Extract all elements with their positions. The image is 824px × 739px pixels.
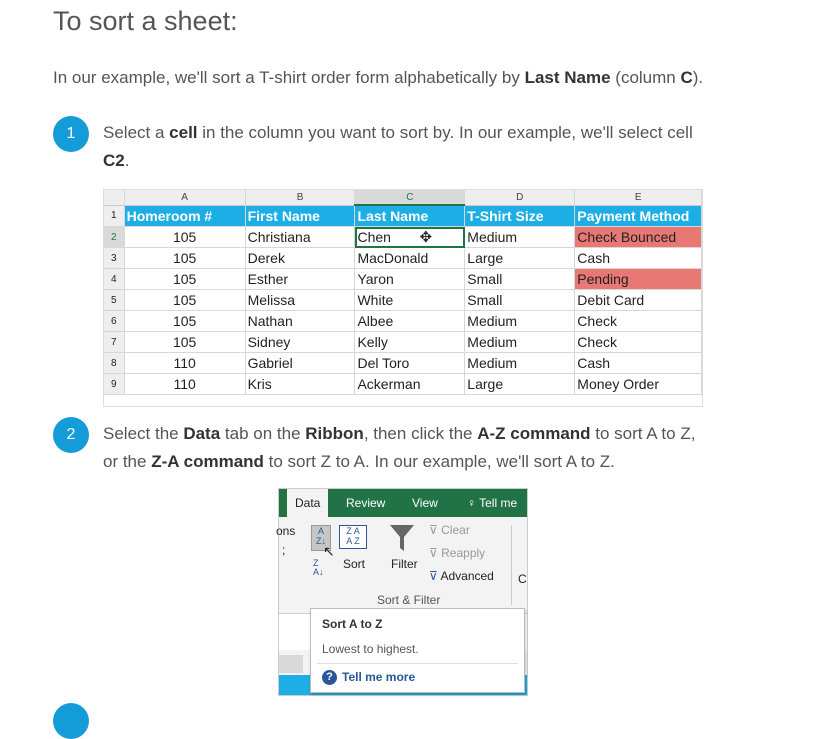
- table-row: [104, 290, 702, 311]
- cell[interactable]: 105: [124, 332, 245, 353]
- advanced-button[interactable]: [429, 569, 494, 583]
- step-bold: cell: [169, 123, 198, 142]
- cell[interactable]: Large: [465, 374, 575, 395]
- header-cell[interactable]: Homeroom #: [124, 205, 245, 227]
- header-cell[interactable]: T-Shirt Size: [465, 205, 575, 227]
- clear-label: Clear: [441, 523, 470, 537]
- step-bold: Ribbon: [305, 424, 364, 443]
- cell[interactable]: Sidney: [245, 332, 355, 353]
- row-number[interactable]: 8: [104, 353, 124, 374]
- sort-dialog-icon: Z A A Z: [339, 525, 367, 549]
- step-text-part: in the column you want to sort by. In our example, we'll select cell: [197, 123, 693, 142]
- tooltip-title: Sort A to Z: [322, 617, 383, 631]
- reapply-label: Reapply: [441, 546, 486, 560]
- intro-text: In our example, we'll sort a T-shirt order form alphabetically by: [53, 68, 525, 87]
- cell[interactable]: Albee: [355, 311, 465, 332]
- page-title: To sort a sheet:: [53, 6, 238, 36]
- step-number-1: 1: [53, 116, 89, 152]
- cell[interactable]: Money Order: [575, 374, 702, 395]
- cell[interactable]: 105: [124, 269, 245, 290]
- cell[interactable]: Gabriel: [245, 353, 355, 374]
- reapply-icon: ⊽: [429, 546, 438, 560]
- table-row: [104, 311, 702, 332]
- table-row: [104, 374, 702, 395]
- cell[interactable]: 105: [124, 248, 245, 269]
- cell-text: Chen: [357, 229, 391, 245]
- header-cell[interactable]: Last Name: [355, 205, 465, 227]
- step-bold: A-Z command: [477, 424, 591, 443]
- table-row: [104, 248, 702, 269]
- cell[interactable]: Nathan: [245, 311, 355, 332]
- sort-z-to-a-button[interactable]: [313, 559, 324, 577]
- row-number[interactable]: 3: [104, 248, 124, 269]
- group-divider: [511, 525, 512, 605]
- clear-button[interactable]: [429, 523, 470, 537]
- reapply-button[interactable]: [429, 546, 485, 560]
- table-row: [104, 332, 702, 353]
- tooltip-description: Lowest to highest.: [322, 642, 419, 656]
- row-number[interactable]: 4: [104, 269, 124, 290]
- table-header-row: [104, 205, 702, 227]
- advanced-filter-icon: ⊽: [429, 569, 438, 583]
- step-text-part: Select the: [103, 424, 184, 443]
- cell[interactable]: 105: [124, 311, 245, 332]
- ribbon-right-fragment: C: [518, 572, 527, 586]
- cell[interactable]: Medium: [465, 353, 575, 374]
- tab-data[interactable]: Data: [287, 489, 328, 517]
- cell[interactable]: Cash: [575, 353, 702, 374]
- header-cell[interactable]: First Name: [245, 205, 355, 227]
- sort-button[interactable]: Sort: [343, 557, 366, 571]
- cell[interactable]: 110: [124, 353, 245, 374]
- step-bold: Data: [183, 424, 221, 443]
- sort-filter-group-label: Sort & Filter: [377, 593, 441, 607]
- cell[interactable]: Medium: [465, 311, 575, 332]
- header-cell[interactable]: Payment Method: [575, 205, 702, 227]
- cell[interactable]: Del Toro: [355, 353, 465, 374]
- cell[interactable]: Check: [575, 332, 702, 353]
- table-row: [104, 227, 702, 248]
- cell[interactable]: White: [355, 290, 465, 311]
- cell[interactable]: Derek: [245, 248, 355, 269]
- table-row: [104, 269, 702, 290]
- intro-text: ).: [692, 68, 704, 87]
- advanced-label: Advanced: [440, 569, 494, 583]
- cell[interactable]: Esther: [245, 269, 355, 290]
- cell-highlighted[interactable]: Check Bounced: [575, 227, 702, 248]
- tell-me-more-link[interactable]: [322, 670, 415, 685]
- tell-me-label: Tell me: [479, 496, 518, 510]
- step-text-part: .: [124, 151, 130, 170]
- sort-az-icon: A Z↓: [316, 526, 326, 546]
- step-text-part: Select a: [103, 123, 170, 142]
- cell[interactable]: Small: [465, 290, 575, 311]
- cell[interactable]: 105: [124, 290, 245, 311]
- ribbon-tab-bar: [279, 489, 527, 517]
- help-icon: ?: [322, 670, 337, 685]
- cell[interactable]: MacDonald: [355, 248, 465, 269]
- clear-filter-icon: ⊽: [429, 523, 438, 537]
- column-letter[interactable]: B: [245, 190, 355, 205]
- column-letter[interactable]: E: [575, 190, 702, 205]
- ribbon-left-mark: ;: [282, 543, 286, 557]
- active-cell-c2[interactable]: [355, 227, 465, 248]
- cell[interactable]: Medium: [465, 227, 575, 248]
- cell[interactable]: Medium: [465, 332, 575, 353]
- cell[interactable]: Ackerman: [355, 374, 465, 395]
- step-text-part: to sort Z to A. In our example, we'll sort A to Z.: [263, 452, 615, 471]
- mouse-pointer-icon: ↖: [323, 543, 335, 559]
- cell[interactable]: 110: [124, 374, 245, 395]
- step-text-part: tab on the: [220, 424, 306, 443]
- tooltip-divider: [317, 663, 518, 664]
- select-all-corner[interactable]: [104, 190, 124, 205]
- cell[interactable]: Kris: [245, 374, 355, 395]
- row-number[interactable]: 6: [104, 311, 124, 332]
- cell-highlighted[interactable]: Pending: [575, 269, 702, 290]
- step-2-text: [103, 420, 713, 476]
- sheet-corner: [279, 655, 303, 673]
- tab-review[interactable]: Review: [346, 496, 386, 510]
- row-number[interactable]: 9: [104, 374, 124, 395]
- cell[interactable]: Cash: [575, 248, 702, 269]
- intro-bold-last-name: Last Name: [524, 68, 611, 87]
- cell[interactable]: Debit Card: [575, 290, 702, 311]
- cell[interactable]: 105: [124, 227, 245, 248]
- row-number-selected[interactable]: 2: [104, 227, 124, 248]
- intro-paragraph: [53, 68, 703, 88]
- column-header-row: [104, 190, 702, 205]
- funnel-icon: [389, 523, 415, 556]
- cell[interactable]: Yaron: [355, 269, 465, 290]
- cursor-cross-icon: ✥: [419, 229, 433, 246]
- tab-view[interactable]: View: [412, 496, 438, 510]
- filter-button[interactable]: Filter: [391, 557, 418, 571]
- lightbulb-icon: ♀: [467, 496, 476, 510]
- intro-text: (column: [610, 68, 681, 87]
- ribbon-left-fragment: ons: [276, 524, 296, 538]
- step-bold: Z-A command: [151, 452, 264, 471]
- cell[interactable]: Small: [465, 269, 575, 290]
- step-1-text: [103, 119, 703, 175]
- intro-bold-column: C: [680, 68, 693, 87]
- tell-me-more-label: Tell me more: [342, 670, 416, 684]
- sort-za-icon: Z A↓: [313, 558, 324, 577]
- cell[interactable]: Melissa: [245, 290, 355, 311]
- column-letter[interactable]: A: [124, 190, 245, 205]
- table-row: [104, 353, 702, 374]
- column-letter[interactable]: D: [465, 190, 575, 205]
- step-number-3-partial: [53, 703, 89, 739]
- cell[interactable]: Kelly: [355, 332, 465, 353]
- step-number-2: 2: [53, 417, 89, 453]
- sort-tooltip: [310, 608, 525, 693]
- step-text-part: , then click the: [363, 424, 478, 443]
- row-number[interactable]: 1: [104, 205, 124, 227]
- row-number[interactable]: 5: [104, 290, 124, 311]
- step-text-part: to sort A to Z, or the: [103, 424, 696, 471]
- cell[interactable]: Large: [465, 248, 575, 269]
- cell[interactable]: Check: [575, 311, 702, 332]
- tab-tell-me[interactable]: [467, 489, 517, 517]
- cell[interactable]: Christiana: [245, 227, 355, 248]
- row-number[interactable]: 7: [104, 332, 124, 353]
- step-bold: C2: [103, 151, 125, 170]
- column-letter-selected[interactable]: C: [355, 190, 465, 205]
- spreadsheet-screenshot: [103, 189, 703, 407]
